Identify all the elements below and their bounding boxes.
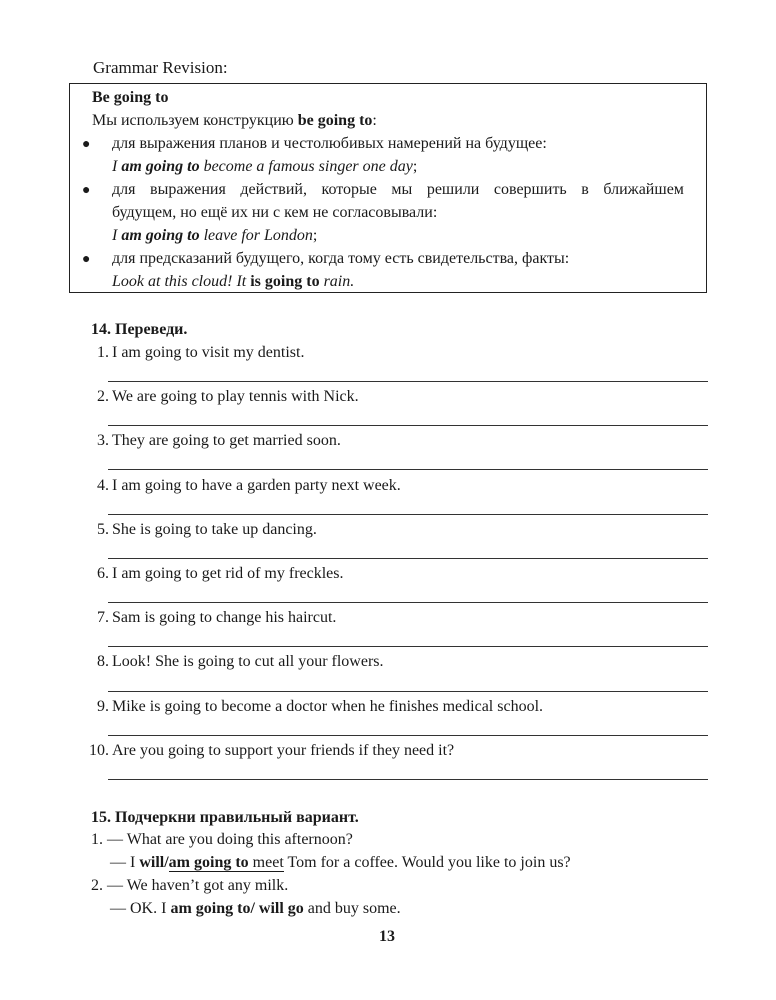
option-will[interactable]: will: [139, 854, 165, 871]
option-am-going-to-underlined[interactable]: am going to: [168, 854, 249, 871]
answer-line[interactable]: [108, 558, 708, 559]
answer-line[interactable]: [108, 735, 708, 736]
translate-sentence: 4. I am going to have a garden party next week.: [97, 477, 401, 494]
translate-sentence: 7. Sam is going to change his haircut.: [97, 609, 337, 626]
rule-bullet-text: для выражения планов и честолюбивых намерений на будущее:: [112, 135, 547, 152]
dialogue-question: 1. — What are you doing this afternoon?: [91, 831, 353, 848]
answer-line[interactable]: [108, 602, 708, 603]
translate-sentence: 8. Look! She is going to cut all your flowers.: [97, 653, 384, 670]
translate-sentence: 10. Are you going to support your friends if they need it?: [89, 742, 455, 759]
answer-line[interactable]: [108, 425, 708, 426]
bullet-icon: ●: [82, 252, 91, 267]
bullet-icon: ●: [82, 137, 91, 152]
dialogue-answer: — OK. I am going to/ will go and buy some.: [110, 900, 401, 917]
option-will-go[interactable]: will go: [258, 900, 304, 917]
rule-bullet-text: для предсказаний будущего, когда тому есть свидетельства, факты:: [112, 250, 570, 267]
page-number: 13: [379, 928, 395, 945]
translate-sentence: 5. She is going to take up dancing.: [97, 521, 317, 538]
exercise-15-title: 15. Подчеркни правильный вариант.: [91, 809, 359, 826]
rule-example: I am going to become a famous singer one day;: [112, 158, 418, 175]
answer-line[interactable]: [108, 381, 708, 382]
rule-title: Be going to: [92, 89, 169, 106]
rule-intro: Мы используем конструкцию be going to:: [92, 112, 377, 129]
answer-line[interactable]: [108, 691, 708, 692]
exercise-14-title: 14. Переведи.: [91, 321, 188, 338]
bullet-icon: ●: [82, 183, 91, 198]
dialogue-question: 2. — We haven’t got any milk.: [91, 877, 289, 894]
translate-sentence: 2. We are going to play tennis with Nick.: [97, 388, 359, 405]
translate-sentence: 3. They are going to get married soon.: [97, 432, 341, 449]
grammar-revision-heading: Grammar Revision:: [93, 58, 228, 77]
answer-line[interactable]: [108, 469, 708, 470]
rule-bullet-text: для выражения действий, которые мы решили совершить в ближайшем: [112, 181, 684, 198]
rule-example: Look at this cloud! It is going to rain.: [112, 273, 355, 290]
answer-line[interactable]: [108, 779, 708, 780]
rule-intro-construction: be going to: [297, 112, 373, 129]
translate-sentence: 9. Mike is going to become a doctor when he finishes medical school.: [97, 698, 544, 715]
answer-line[interactable]: [108, 514, 708, 515]
option-am-going-to[interactable]: am going to: [170, 900, 251, 917]
dialogue-answer: — I will/am going to meet Tom for a coffee. Would you like to join us?: [110, 854, 571, 871]
rule-example: I am going to leave for London;: [112, 227, 318, 244]
translate-sentence: 6. I am going to get rid of my freckles.: [97, 565, 344, 582]
answer-line[interactable]: [108, 646, 708, 647]
grammar-rule-box: [69, 83, 707, 293]
underlined-verb: meet: [252, 854, 284, 871]
rule-bullet-text-cont: будущем, но ещё их ни с кем не согласовывали:: [112, 204, 438, 221]
translate-sentence: 1. I am going to visit my dentist.: [97, 344, 305, 361]
